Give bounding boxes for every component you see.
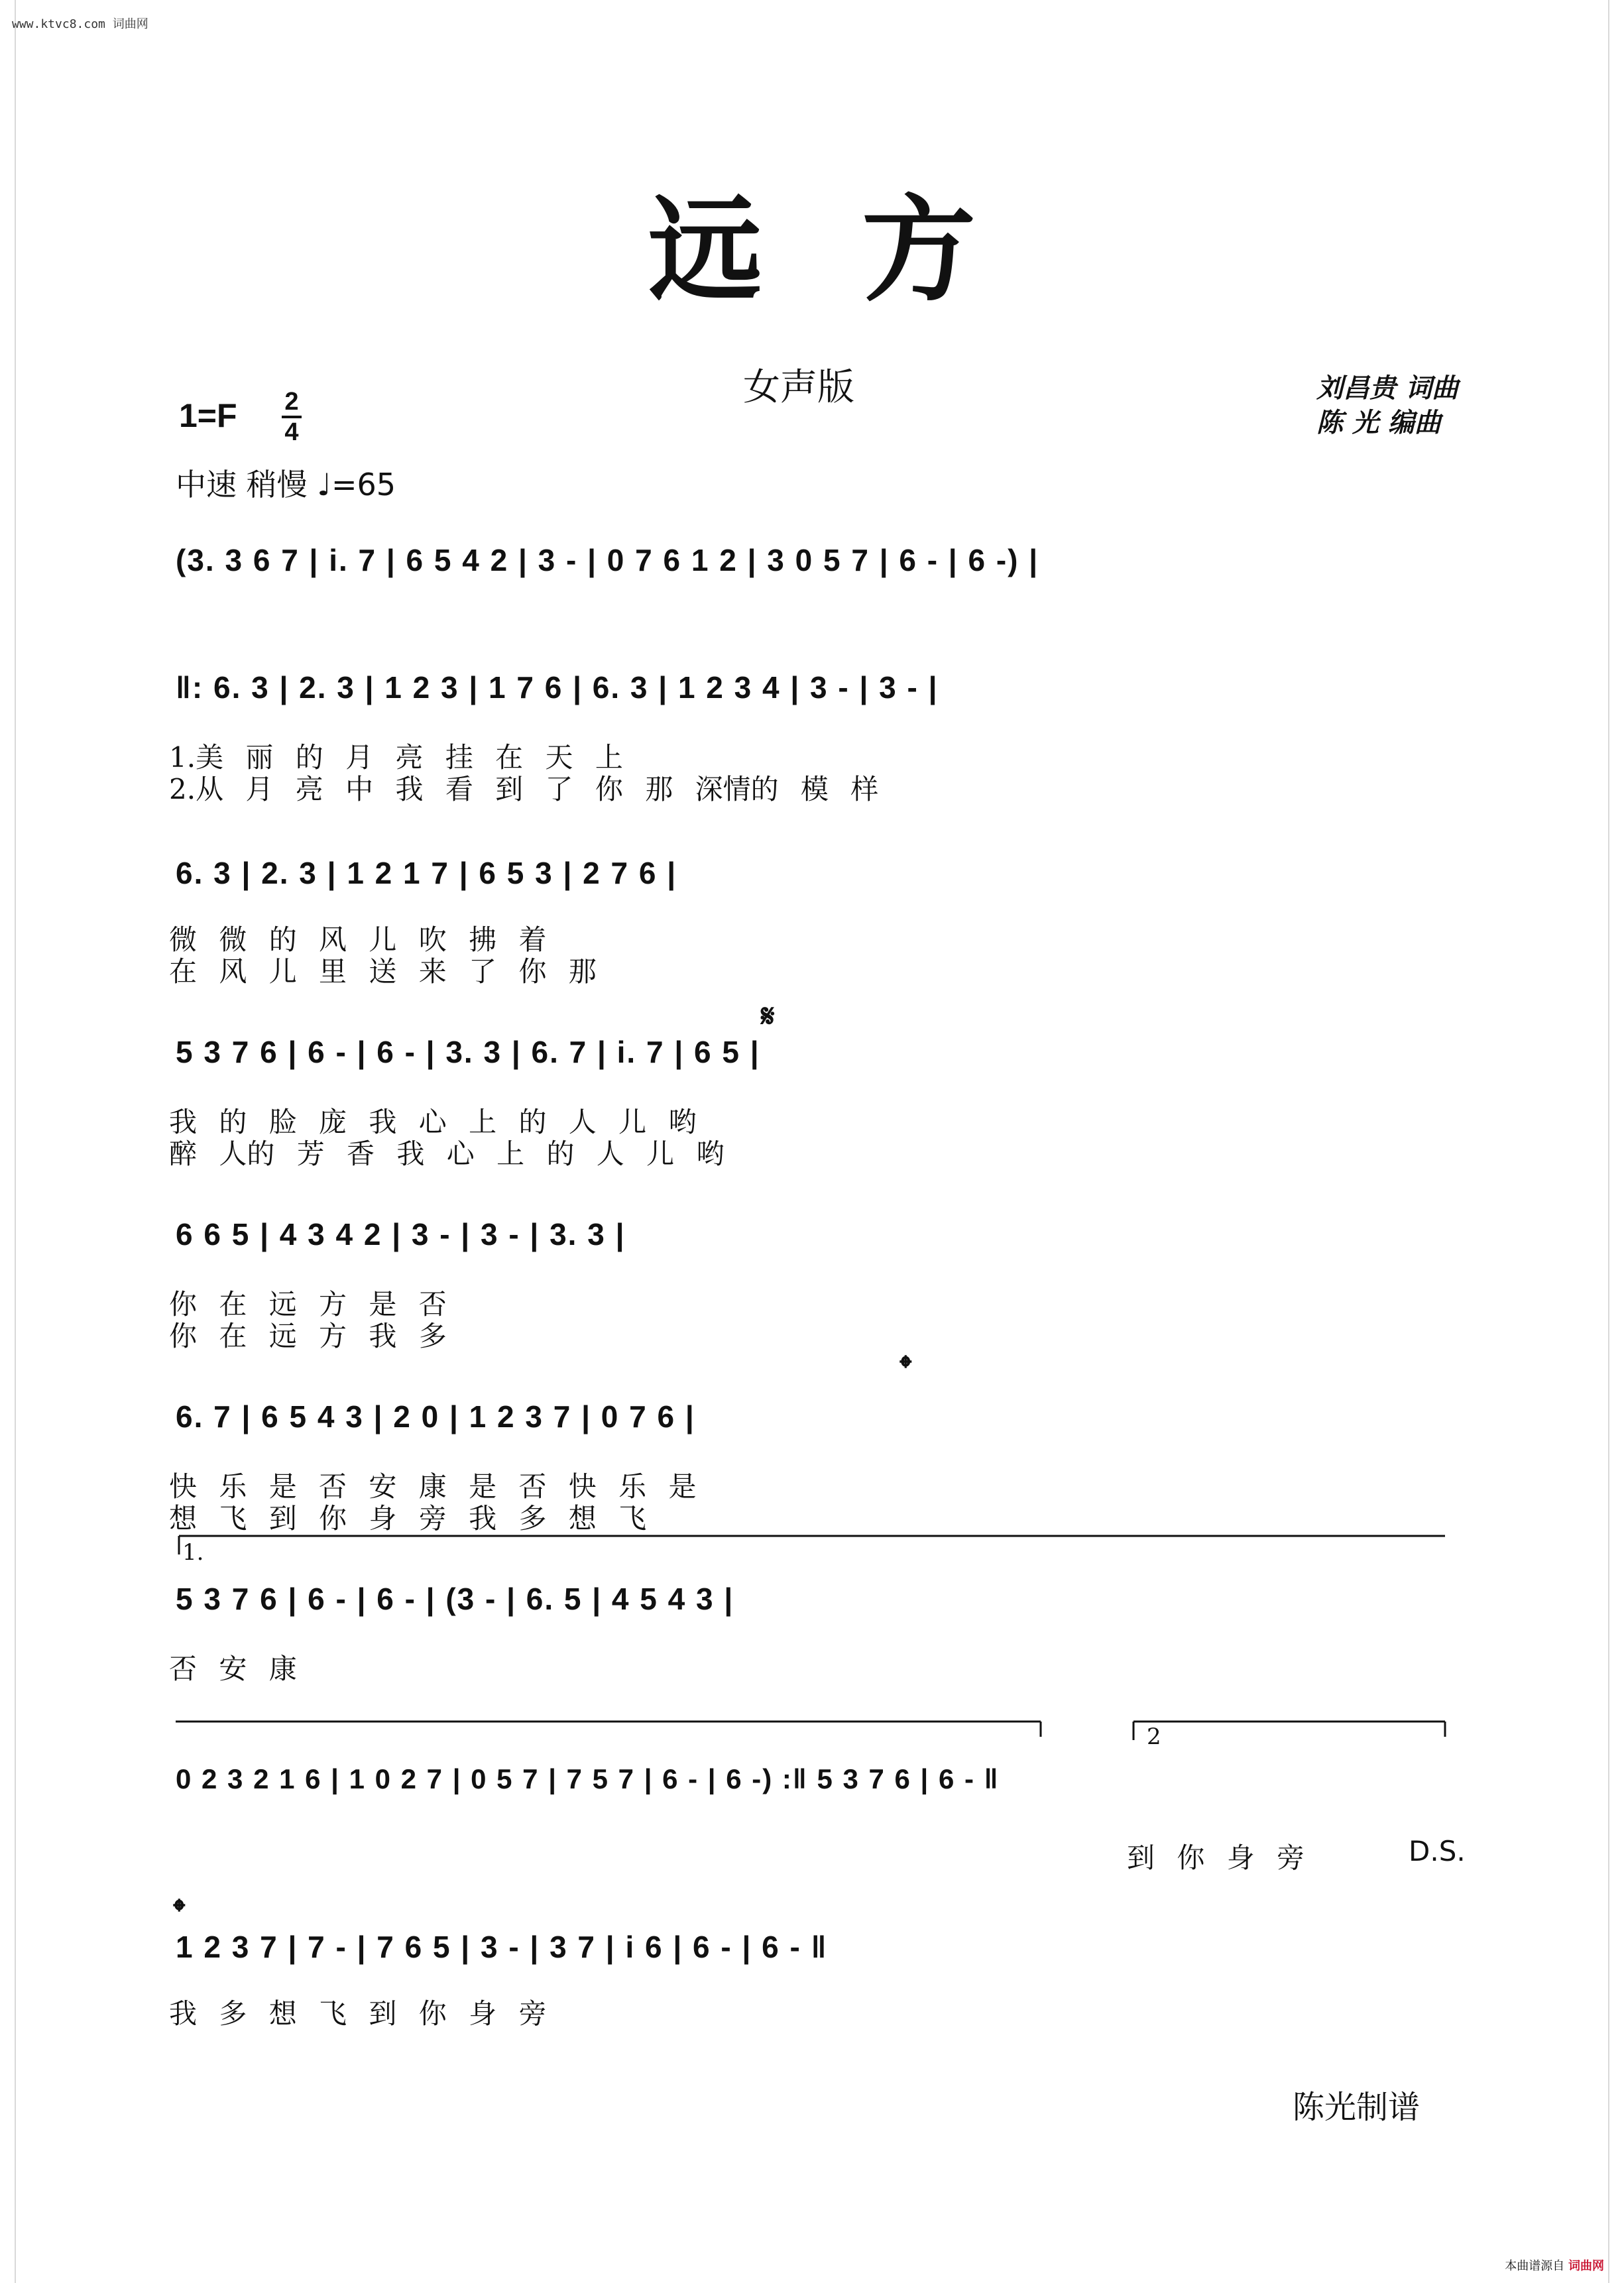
coda-sign-1: 𝄌 [900, 1349, 911, 1386]
tempo-marking: 中速 稍慢 ♩=65 [176, 467, 396, 502]
system-9-notes: 1 2 3 7 | 7 - | 7 6 5 | 3 - | 3 7 | i 6 | 6 - | 6 - ‖ [176, 1930, 828, 1964]
system-4-lyric-1: 我 的 脸 庞 我 心 上 的 人 儿 哟 [169, 1106, 697, 1138]
system-3-lyric-2: 在 风 儿 里 送 来 了 你 那 [169, 955, 597, 988]
system-4-lyric-2: 醉 人的 芳 香 我 心 上 的 人 儿 哟 [169, 1138, 725, 1170]
system-6-lyric-1: 快 乐 是 否 安 康 是 否 快 乐 是 [169, 1470, 697, 1503]
system-3-notes: 6. 3 | 2. 3 | 1 2 1 7 | 6 5 3 | 2 7 6 | [176, 856, 677, 890]
footer-source: 本曲谱源自 [1505, 2259, 1565, 2273]
system-2-notes: ‖: 6. 3 | 2. 3 | 1 2 3 | 1 7 6 | 6. 3 | 1 2 3 4 | 3 - | 3 - | [176, 670, 939, 705]
transcriber-credit: 陈光制谱 [1293, 2089, 1421, 2126]
coda-sign-2: 𝄌 [174, 1893, 185, 1930]
page-title: 远方 [648, 184, 1075, 317]
system-3-lyric-1: 微 微 的 风 儿 吹 拂 着 [169, 923, 547, 956]
key-signature: 1=F [179, 397, 237, 434]
system-8-notes: 0 2 3 2 1 6 | 1 0 2 7 | 0 5 7 | 7 5 7 | 6 - | 6 -) :‖ 5 3 7 6 | 6 - ‖ [176, 1763, 1000, 1794]
segno-sign: 𝄋 [761, 998, 775, 1035]
system-7-notes: 5 3 7 6 | 6 - | 6 - | (3 - | 6. 5 | 4 5 4 3 | [176, 1582, 734, 1616]
version-label: 女声版 [743, 366, 854, 409]
system-6-notes: 6. 7 | 6 5 4 3 | 2 0 | 1 2 3 7 | 0 7 6 | [176, 1399, 695, 1434]
ending-1-label: 1. [182, 1539, 204, 1566]
site-url[interactable]: www.ktvc8.com 词曲网 [12, 17, 148, 31]
footer-brand[interactable]: 词曲网 [1568, 2259, 1604, 2273]
system-2-lyric-2: 2.从 月 亮 中 我 看 到 了 你 那 深情的 模 样 [169, 773, 879, 805]
arranger-credit: 陈 光 编曲 [1316, 407, 1441, 438]
time-sig-top: 2 [284, 388, 299, 416]
system-5-lyric-1: 你 在 远 方 是 否 [169, 1288, 447, 1320]
ds-marking: D.S. [1409, 1835, 1466, 1867]
system-5-lyric-2: 你 在 远 方 我 多 [169, 1320, 447, 1352]
system-8-lyric-1: 到 你 身 旁 [1127, 1842, 1305, 1874]
composer-credit: 刘昌贵 词曲 [1316, 373, 1458, 404]
system-9-lyric-1: 我 多 想 飞 到 你 身 旁 [169, 1997, 547, 2030]
ending-2-label: 2 [1147, 1724, 1161, 1750]
system-5-notes: 6 6 5 | 4 3 4 2 | 3 - | 3 - | 3. 3 | [176, 1217, 626, 1252]
system-2-lyric-1: 1.美 丽 的 月 亮 挂 在 天 上 [169, 741, 623, 774]
system-4-notes: 5 3 7 6 | 6 - | 6 - | 3. 3 | 6. 7 | i. 7 | 6 5 | [176, 1035, 760, 1069]
time-sig-bottom: 4 [284, 418, 299, 446]
system-1-notes: (3. 3 6 7 | i. 7 | 6 5 4 2 | 3 - | 0 7 6 1 2 | 3 0 5 7 | 6 - | 6 -) | [176, 543, 1039, 577]
system-7-lyric-1: 否 安 康 [169, 1653, 297, 1685]
system-6-lyric-2: 想 飞 到 你 身 旁 我 多 想 飞 [169, 1502, 647, 1535]
footer [1505, 2256, 1604, 2274]
